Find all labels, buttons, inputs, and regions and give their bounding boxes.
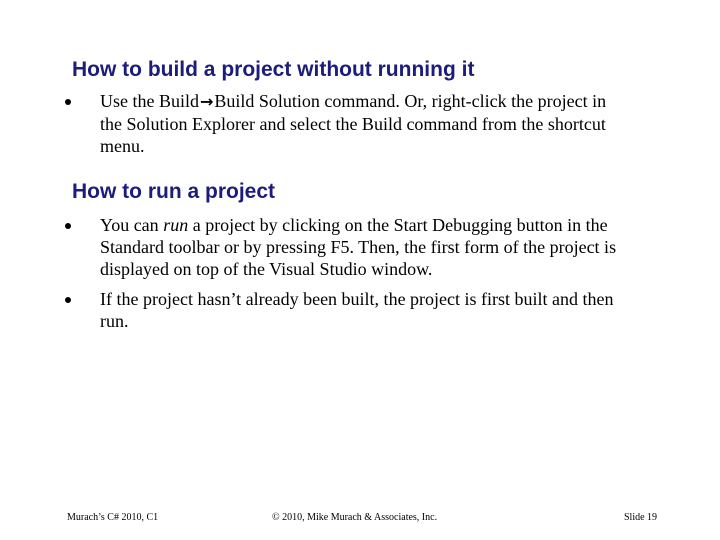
- run-bullet-list: [0, 214, 720, 340]
- right-arrow-icon: →: [200, 92, 214, 111]
- bullet-dot-icon: [65, 99, 71, 105]
- bullet-text: If the project hasn’t already been built, the project is first built and then run.: [100, 289, 614, 331]
- bullet-item-build-then-run: [0, 288, 630, 332]
- section-heading-run: How to run a project: [72, 180, 276, 203]
- build-bullet-list: [0, 90, 720, 165]
- bullet-text-before-em: You can: [100, 215, 164, 235]
- bullet-text-after-arrow: Build Solution command. Or, right-click the project in the Solution Explorer and select the Build command from the shortcut menu.: [100, 91, 607, 156]
- section-heading-build: How to build a project without running it: [72, 58, 475, 81]
- bullet-dot-icon: [65, 223, 71, 229]
- bullet-text-em: run: [163, 215, 189, 235]
- footer-copyright: © 2010, Mike Murach & Associates, Inc.: [272, 512, 438, 523]
- bullet-item-build-command: [0, 90, 630, 157]
- footer-book-title: Murach’s C# 2010, C1: [67, 512, 159, 523]
- bullet-text-before-arrow: Use the Build: [100, 91, 199, 111]
- bullet-text-after-em: a project by clicking on the Start Debugging button in the Standard toolbar or by pressing F5. Then, the first form of the project is displayed on top of the Visual Studio window.: [100, 215, 617, 279]
- footer-slide-number: Slide 19: [624, 512, 658, 523]
- bullet-item-start-debugging: [0, 214, 630, 280]
- bullet-dot-icon: [65, 297, 71, 303]
